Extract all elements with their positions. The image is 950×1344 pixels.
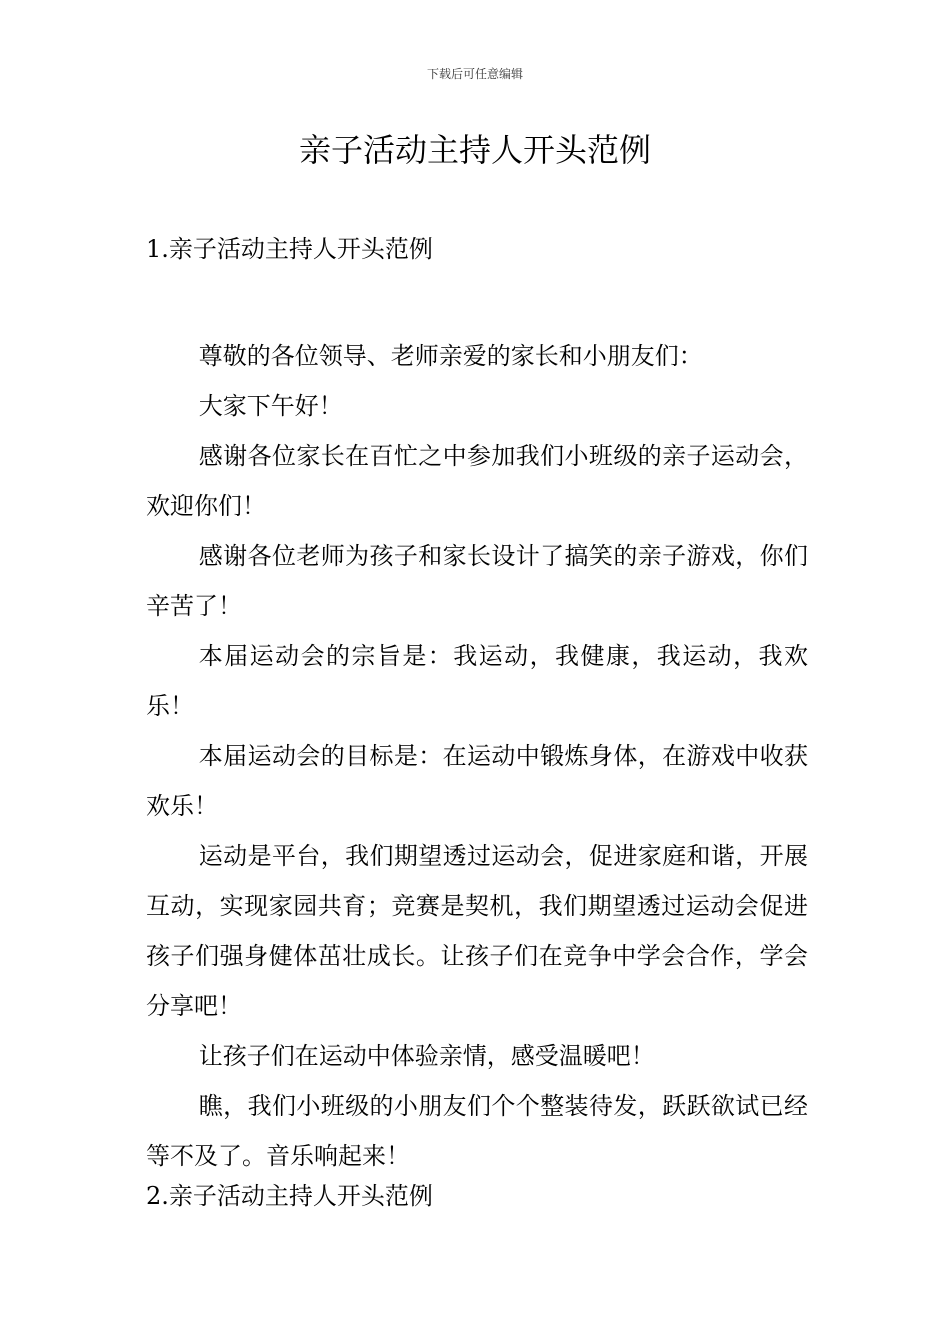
paragraph-platform: 运动是平台，我们期望透过运动会，促进家庭和谐，开展互动，实现家园共育；竞赛是契机，我们期望透过运动会促进孩子们强身健体茁壮成长。让孩子们在竞争中学会合作，学会分享吧！ [146,842,808,1020]
paragraph-thanks-teachers: 感谢各位老师为孩子和家长设计了搞笑的亲子游戏，你们辛苦了！ [146,542,808,620]
paragraph-thanks-parents: 感谢各位家长在百忙之中参加我们小班级的亲子运动会，欢迎你们！ [146,442,808,520]
paragraph-purpose: 本届运动会的宗旨是：我运动，我健康，我运动，我欢乐！ [146,642,808,720]
section-heading-1: 1.亲子活动主持人开头范例 [146,235,433,263]
paragraph-good-afternoon: 大家下午好！ [198,392,343,420]
paragraph-ready: 瞧，我们小班级的小朋友们个个整装待发，跃跃欲试已经等不及了。音乐响起来！ [146,1092,808,1170]
paragraph-experience: 让孩子们在运动中体验亲情，感受温暖吧！ [198,1042,655,1070]
body-text [146,331,808,1181]
document-title: 亲子活动主持人开头范例 [298,131,651,169]
paragraph-greeting: 尊敬的各位领导、老师亲爱的家长和小朋友们： [198,342,703,370]
section-heading-2: 2.亲子活动主持人开头范例 [146,1182,433,1210]
paragraph-goal: 本届运动会的目标是：在运动中锻炼身体，在游戏中收获欢乐！ [146,742,808,820]
header-note: 下载后可任意编辑 [426,67,523,81]
